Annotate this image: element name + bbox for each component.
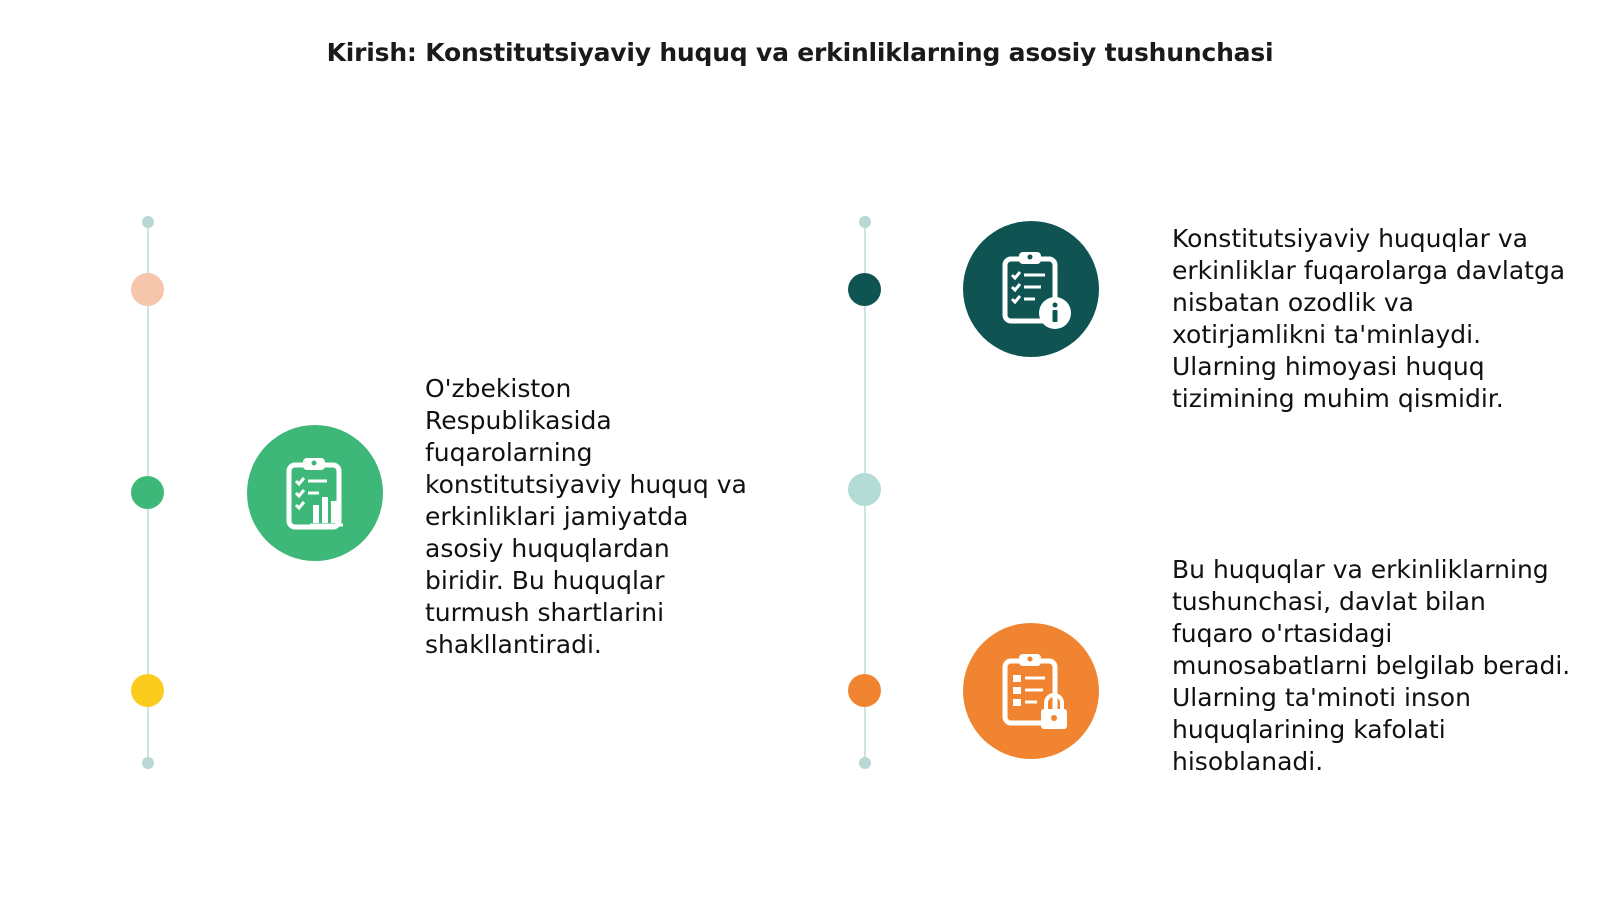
left-timeline-dot-2	[131, 476, 164, 509]
clipboard-info-icon	[963, 221, 1099, 357]
right-timeline-dot-2	[848, 473, 881, 506]
left-timeline-start	[142, 216, 154, 228]
left-timeline-dot-3	[131, 674, 164, 707]
clipboard-lock-icon	[963, 623, 1099, 759]
right-timeline-dot-1	[848, 273, 881, 306]
right-timeline-end	[859, 757, 871, 769]
left-timeline-end	[142, 757, 154, 769]
left-item-text: O'zbekiston Respublikasida fuqarolarning konstitutsiyaviy huquq va erkinliklari jamiyatda asosiy huquqlardan biridir. Bu huquqlar turmush shartlarini shakllantiradi.	[425, 374, 747, 659]
right-timeline-start	[859, 216, 871, 228]
right-timeline-dot-3	[848, 674, 881, 707]
page-title: Kirish: Konstitutsiyaviy huquq va erkinliklarning asosiy tushunchasi	[326, 38, 1274, 67]
left-timeline-dot-1	[131, 273, 164, 306]
clipboard-chart-icon	[247, 425, 383, 561]
right-item-2-text: Bu huquqlar va erkinliklarning tushunchasi, davlat bilan fuqaro o'rtasidagi munosabatlarni belgilab beradi. Ularning ta'minoti inson huquqlarining kafolati hisoblanadi.	[1172, 555, 1571, 776]
right-item-1-text: Konstitutsiyaviy huquqlar va erkinliklar fuqarolarga davlatga nisbatan ozodlik va xotirjamlikni ta'minlaydi. Ularning himoyasi huquq tizimining muhim qismidir.	[1172, 224, 1566, 413]
